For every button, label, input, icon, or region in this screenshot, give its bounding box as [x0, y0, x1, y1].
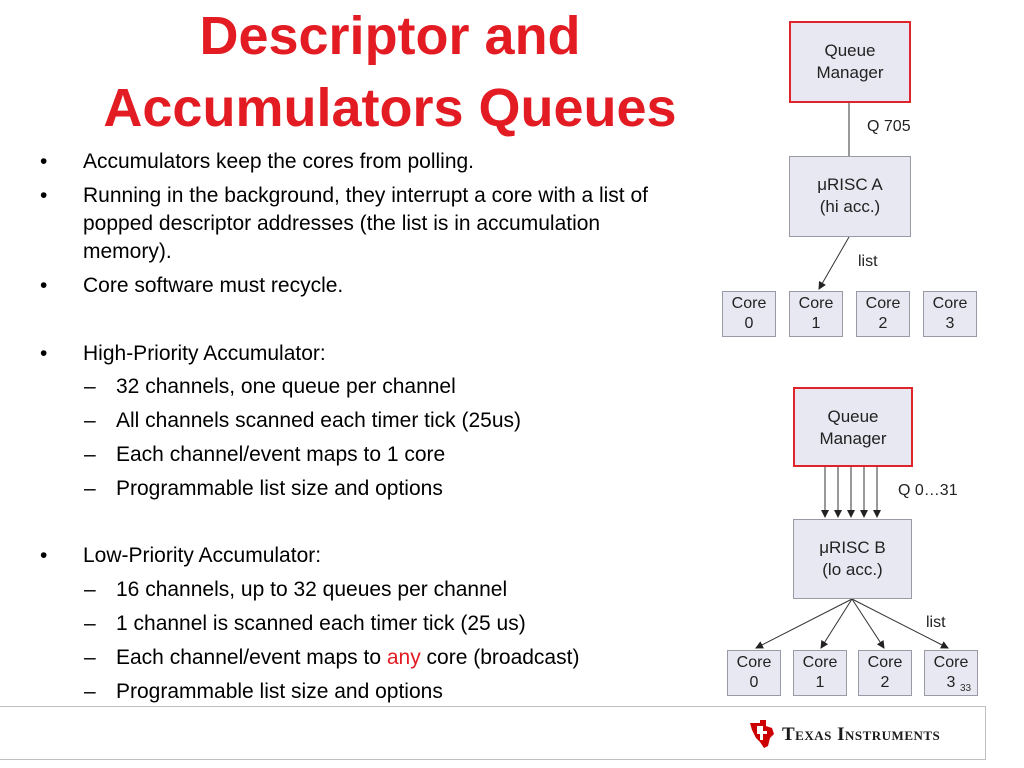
queue-manager-label: Manager — [816, 63, 884, 82]
low-priority-item-text: 16 channels, up to 32 queues per channel — [116, 578, 508, 601]
core-number: 1 — [815, 674, 825, 691]
dash-marker: – — [84, 443, 96, 466]
high-priority-heading-text: High-Priority Accumulator: — [83, 342, 326, 365]
core-label: Core — [731, 295, 767, 312]
core-label: Core — [867, 654, 903, 671]
queue-manager-top — [789, 21, 911, 103]
core-number: 2 — [880, 674, 890, 691]
core-label: Core — [736, 654, 772, 671]
core-box-bottom-1 — [793, 650, 847, 696]
dash-marker: – — [84, 477, 96, 500]
risc-b-box — [793, 519, 912, 599]
low-priority-item-text: 1 channel is scanned each timer tick (25 us) — [116, 612, 526, 635]
core-number: 3 — [946, 674, 956, 691]
core-label: Core — [933, 654, 969, 671]
highlight-any: any — [386, 646, 421, 669]
queue-label-top: Q 705 — [867, 118, 911, 135]
arrow-risc-b-core0 — [756, 599, 852, 648]
ti-logo — [748, 720, 941, 748]
high-priority-item-text: Each channel/event maps to 1 core — [116, 443, 446, 466]
dash-marker: – — [84, 409, 96, 432]
dash-marker: – — [84, 680, 96, 703]
high-priority-item-text: All channels scanned each timer tick (25us) — [116, 409, 522, 432]
risc-b-sublabel: (lo acc.) — [822, 560, 883, 579]
core-box-top-0 — [722, 291, 776, 337]
core-box-bottom-0 — [727, 650, 781, 696]
ti-logo-icon — [748, 720, 778, 748]
bullet-marker: • — [40, 150, 48, 173]
queue-manager-bottom — [793, 387, 913, 467]
bullet-marker: • — [40, 184, 48, 207]
core-number: 0 — [749, 674, 759, 691]
high-priority-item-text: 32 channels, one queue per channel — [116, 375, 456, 398]
risc-a-label: μRISC A — [817, 175, 883, 194]
core-box-top-3 — [923, 291, 977, 337]
low-priority-item-text: Programmable list size and options — [116, 680, 443, 703]
core-number: 0 — [744, 315, 754, 332]
core-label: Core — [798, 295, 834, 312]
core-number: 1 — [811, 315, 821, 332]
core-number: 3 — [945, 315, 955, 332]
list-label-top: list — [858, 253, 878, 270]
core-box-top-2 — [856, 291, 910, 337]
dash-marker: – — [84, 375, 96, 398]
text-after: core (broadcast) — [420, 646, 580, 669]
queue-manager-label: Manager — [819, 429, 887, 448]
core-label: Core — [932, 295, 968, 312]
bullet-text: Running in the background, they interrupt a core with a list of popped descriptor addresses (the list is in accumulation memory). — [83, 184, 648, 263]
bullet-marker: • — [40, 342, 48, 365]
slide-title-line1: Descriptor and — [199, 6, 581, 66]
bullet-text: Accumulators keep the cores from polling. — [83, 150, 475, 173]
queue-label-bottom: Q 0…31 — [898, 482, 958, 499]
core-number: 2 — [878, 315, 888, 332]
core-label: Core — [865, 295, 901, 312]
low-priority-heading-text: Low-Priority Accumulator: — [83, 544, 322, 567]
bullet-marker: • — [40, 544, 48, 567]
risc-a-box — [789, 156, 911, 237]
arrow-risc-a-core1 — [819, 237, 849, 289]
core-box-bottom-2 — [858, 650, 912, 696]
text-before: Each channel/event maps to — [116, 646, 387, 669]
queue-manager-label: Queue — [824, 41, 876, 60]
core-label: Core — [802, 654, 838, 671]
dash-marker: – — [84, 578, 96, 601]
slide-title-line2: Accumulators Queues — [103, 78, 677, 138]
arrow-risc-b-core1 — [821, 599, 852, 648]
queue-manager-label: Queue — [827, 407, 879, 426]
list-label-bottom: list — [926, 614, 946, 631]
page-number: 33 — [960, 683, 972, 694]
bullet-text: Core software must recycle. — [83, 274, 344, 297]
core-box-top-1 — [789, 291, 843, 337]
dash-marker: – — [84, 612, 96, 635]
risc-a-sublabel: (hi acc.) — [819, 197, 881, 216]
risc-b-label: μRISC B — [819, 538, 886, 557]
bullet-marker: • — [40, 274, 48, 297]
arrow-risc-b-core2 — [852, 599, 884, 648]
ti-logo-text: Texas Instruments — [782, 724, 941, 745]
dash-marker: – — [84, 646, 96, 669]
high-priority-item-text: Programmable list size and options — [116, 477, 443, 500]
